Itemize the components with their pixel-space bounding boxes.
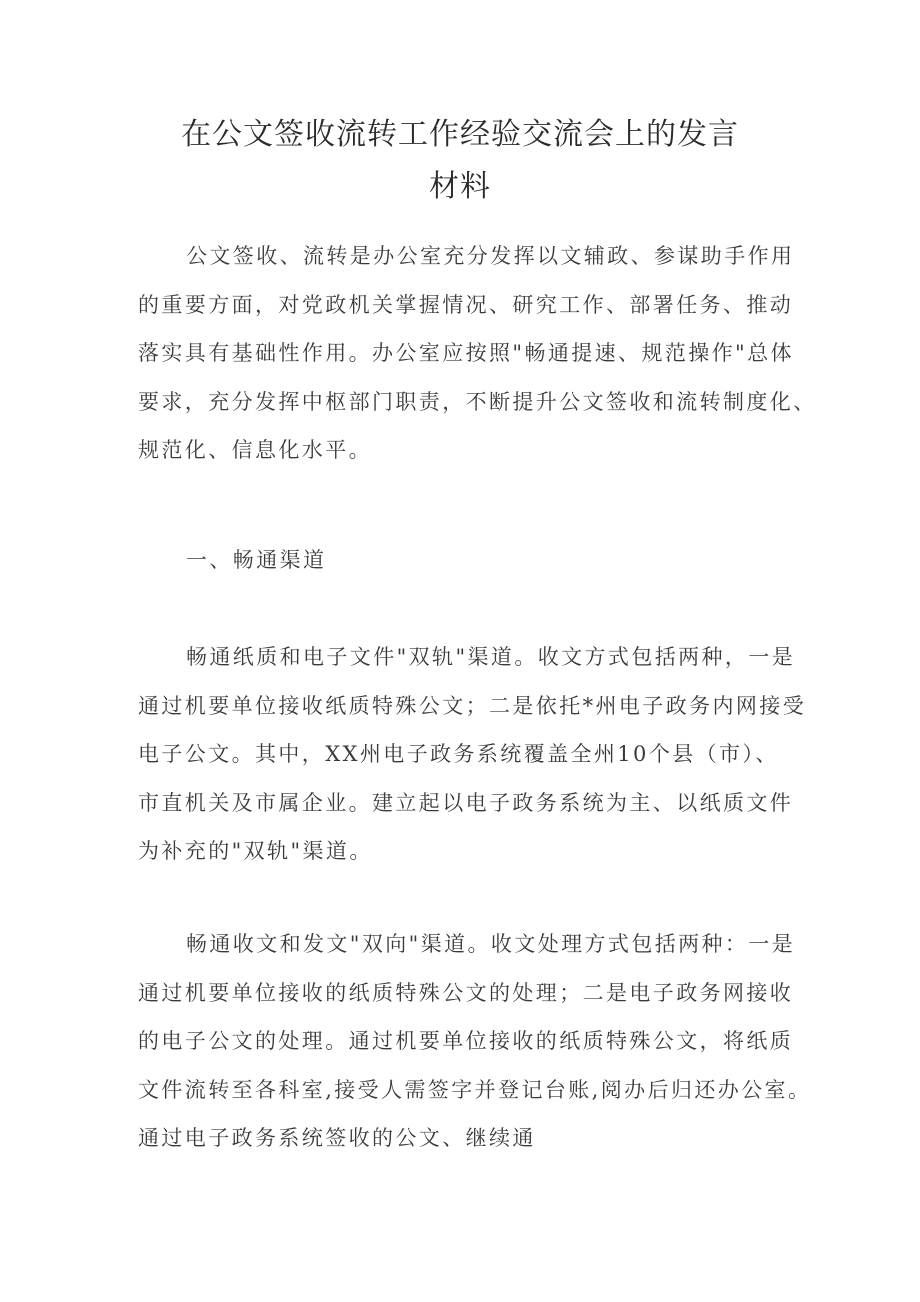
paragraph-line: 市直机关及市属企业。建立起以电子政务系统为主、以纸质文件 (138, 790, 794, 815)
paragraph-line: 落实具有基础性作用。办公室应按照"畅通提速、规范操作"总体 (138, 341, 794, 365)
paragraph-intro (138, 232, 818, 475)
paragraph-line: 公文签收、流转是办公室充分发挥以文辅政、参谋助手作用 (186, 244, 795, 268)
paragraph-line: 畅通收文和发文"双向"渠道。收文处理方式包括两种：一是 (186, 932, 796, 956)
paragraph-line: 通过机要单位接收纸质特殊公文；二是依托*州电子政务内网接受 (138, 693, 807, 718)
paragraph-line: 文件流转至各科室,接受人需签字并登记台账,阅办后归还办公室。 (138, 1077, 812, 1102)
paragraph-dual-track (138, 633, 818, 876)
paragraph-line: 通过机要单位接收的纸质特殊公文的处理；二是电子政务网接收 (138, 980, 794, 1005)
paragraph-line: 的电子公文的处理。通过机要单位接收的纸质特殊公文，将纸质 (138, 1029, 794, 1053)
paragraph-line: 规范化、信息化水平。 (138, 438, 372, 462)
paragraph-two-way (138, 920, 818, 1163)
paragraph-line: 为补充的"双轨"渠道。 (138, 839, 373, 863)
section-heading-text: 一、畅通渠道 (186, 548, 327, 572)
document-title-line-2: 材料 (429, 169, 491, 204)
paragraph-line: 通过电子政务系统签收的公文、继续通 (138, 1126, 536, 1150)
paragraph-line: 要求，充分发挥中枢部门职责，不断提升公文签收和流转制度化、 (138, 389, 817, 414)
section-heading (138, 536, 818, 585)
paragraph-line: 畅通纸质和电子文件"双轨"渠道。收文方式包括两种，一是 (186, 645, 796, 669)
document-title-line-1: 在公文签收流转工作经验交流会上的发言 (181, 117, 739, 152)
paragraph-line: 电子公文。其中，XX州电子政务系统覆盖全州10个县（市）、 (138, 742, 779, 766)
paragraph-line: 的重要方面，对党政机关掌握情况、研究工作、部署任务、推动 (138, 292, 794, 317)
